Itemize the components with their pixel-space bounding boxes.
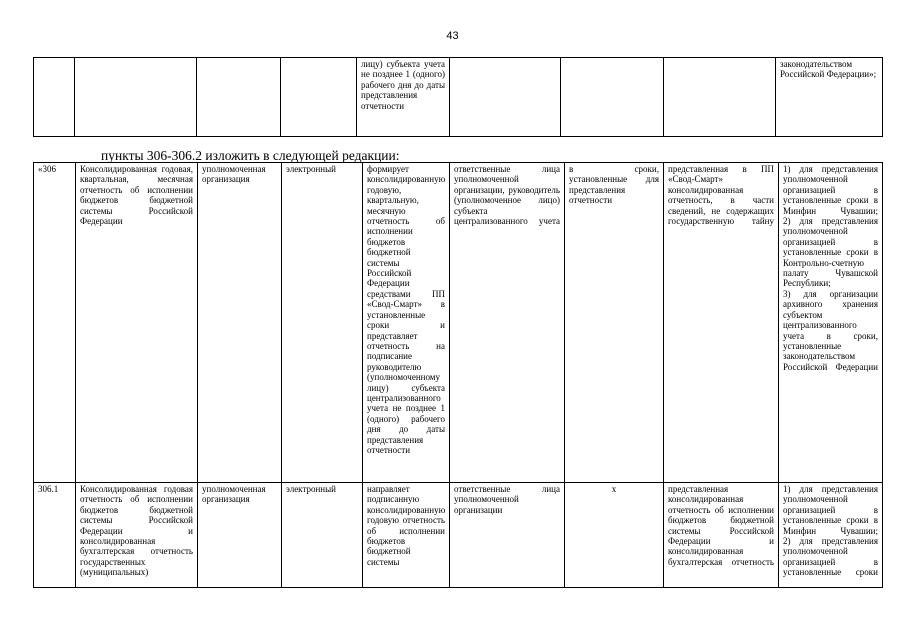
table-cell — [281, 58, 357, 137]
responsible-persons: ответственные лица уполномоченной организации — [450, 483, 565, 588]
page-number: 43 — [446, 30, 459, 42]
procedure-text: направляет подписанную консолидированную годовую отчетность об исполнении бюджетов бюджетной системы — [363, 483, 450, 588]
table-cell-recipient: законодательством Российской Федерации»; — [776, 58, 883, 137]
table-cell — [450, 58, 561, 137]
document-creator: уполномоченная организация — [198, 163, 282, 483]
document-name: Консолидированная годовая, квартальная, месячная отчетность об исполнении бюджетов бюджетной системы Российской Федерации — [76, 163, 198, 483]
document-recipient: 1) для представления уполномоченной организацией в установленные сроки в Минфин Чувашии; 2) для представления уполномоченной организацией в установленные сроки — [779, 483, 883, 588]
document-name: Консолидированная годовая отчетность об исполнении бюджетов бюджетной системы Российской Федерации и консолидированная бухгалтерская отчетность государственных (муниципальных) — [76, 483, 198, 588]
document-form: электронный — [282, 483, 363, 588]
document-creator: уполномоченная организация — [198, 483, 282, 588]
table-cell — [664, 58, 776, 137]
table-row — [34, 163, 883, 483]
document-recipient: 1) для представления уполномоченной организацией в установленные сроки в Минфин Чувашии; 2) для представления уполномоченной организацией в установленные сроки в Контрольно-счетную палату Чувашской Республики; 3) для организации архивного хранения субъектом централизованного учета в сроки, установленные законодательством Российской Федерации — [779, 163, 883, 483]
table-cell — [197, 58, 281, 137]
deadline: х — [565, 483, 664, 588]
row-number: «306 — [34, 163, 76, 483]
table-row — [34, 58, 883, 137]
document-form: электронный — [282, 163, 363, 483]
table-main — [33, 162, 883, 588]
table-cell-procedure: лицу) субъекта учета не позднее 1 (одного) рабочего дня до даты представления отчетности — [357, 58, 450, 137]
table-cell — [75, 58, 197, 137]
table-cell — [561, 58, 664, 137]
responsible-persons: ответственные лица уполномоченной организации, руководитель (уполномоченное лицо) субъекта централизованного учета — [450, 163, 565, 483]
section-title: пункты 306-306.2 изложить в следующей редакции: — [101, 148, 400, 163]
table-row — [34, 483, 883, 588]
procedure-text: формирует консолидированную годовую, квартальную, месячную отчетность об исполнении бюджетов бюджетной системы Российской Федерации средствами ПП «Свод-Смарт» в установленные сроки и представляет отчетность на подписание руководителю (уполномоченному лицу) субъекта централизованного учета не позднее 1 (одного) рабочего дня до даты представления отчетности — [363, 163, 450, 483]
document-location: представленная консолидированная отчетность об исполнении бюджетов бюджетной системы Российской Федерации и консолидированная бухгалтерская отчетность — [664, 483, 779, 588]
deadline: в сроки, установленные для представления отчетности — [565, 163, 664, 483]
table-cell — [34, 58, 75, 137]
row-number: 306.1 — [34, 483, 76, 588]
document-location: представленная в ПП «Свод-Смарт» консолидированная отчетность, в части сведений, не содержащих государственную тайну — [664, 163, 779, 483]
table-continuation — [33, 57, 883, 137]
